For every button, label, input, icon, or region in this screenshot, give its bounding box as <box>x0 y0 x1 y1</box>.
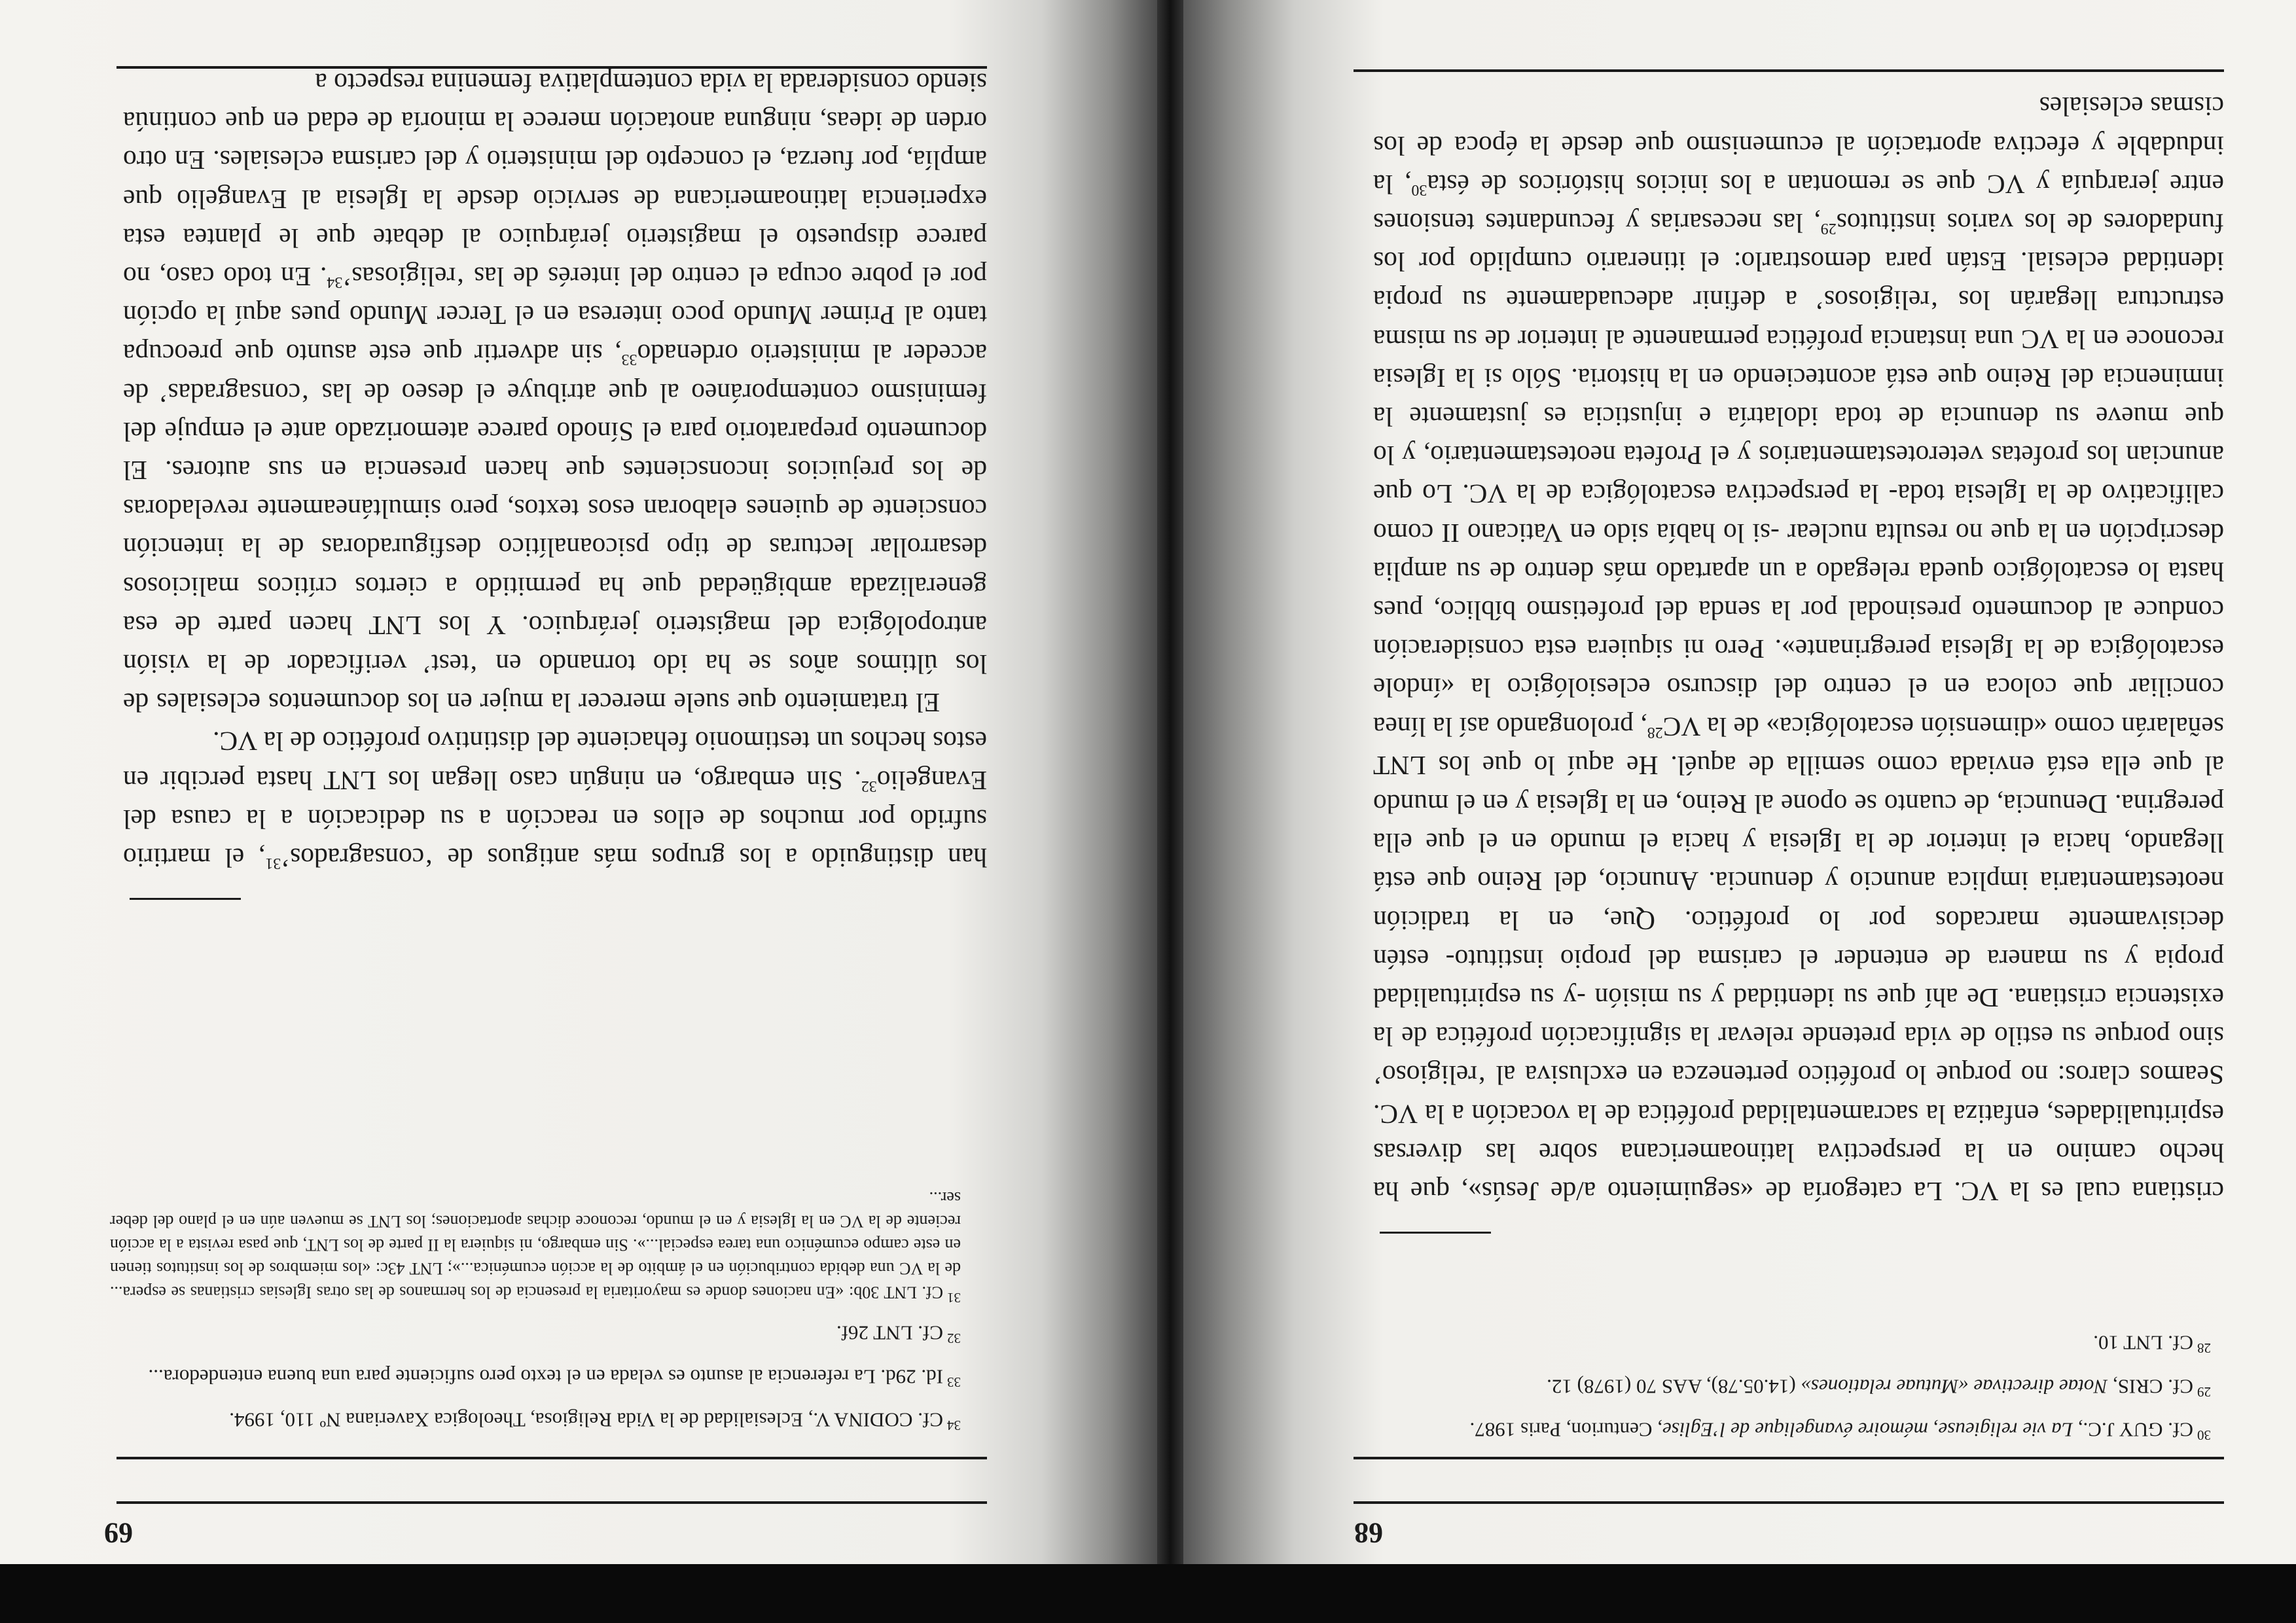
page-69 <box>0 0 1157 1564</box>
footnote-number: 34 <box>947 1418 961 1433</box>
footnote-text: Cf. LNT 26f. <box>836 1322 943 1346</box>
footnote-number: 33 <box>947 1374 961 1390</box>
footnote-28 <box>1380 1329 2211 1363</box>
footnotes <box>1380 1319 2211 1450</box>
header-rule <box>1354 1501 2224 1504</box>
footnote-text: Cf. LNT 30b: «En naciones donde es mayoritaria la presencia de los hermanos de las otras Iglesias cristianas se espera... de la VC una debida contribución en el ámbito de la acción ecuménica...»; LNT 43c: «los miembros de los institutos tienen en este campo ecuménico una tarea especial...». Sin embargo, ni siquiera la II parte de los LNT, que pasa revista a la acción reciente de la VC en la Iglesia y en el mundo, reconoce dichas aportaciones; los LNT se mueven aún en el plano del deber ser... <box>110 1188 961 1302</box>
footnote-number: 28 <box>2197 1340 2211 1357</box>
footnote-ref: 30 <box>1411 181 1427 198</box>
footnote-32 <box>110 1319 961 1353</box>
footnote-text: , Centurion, Paris 1987. <box>1469 1418 1662 1442</box>
footnote-title: La vie religieuse, mémoire évangelique de l’Eglise <box>1662 1418 2073 1442</box>
page-number: 68 <box>1354 1517 1383 1549</box>
page-68 <box>1183 0 2296 1564</box>
footnote-separator <box>1380 1232 1491 1234</box>
scanner-edge <box>0 1564 2296 1623</box>
footnote-number: 32 <box>947 1330 961 1347</box>
footnote-number: 31 <box>947 1290 961 1306</box>
footer-rule <box>1354 69 2224 72</box>
footnote-ref: 32 <box>861 777 877 794</box>
footnote-ref: 34 <box>327 273 343 291</box>
paragraph: cristiana cual es la VC. La categoría de «seguimiento a/de Jesús», que ha hecho camino en la perspectiva latinoamericana sobre las diversas espiritualidades, enfatiza la sacramentalidad profética de la vocación a la VC. Seamos claros: no porque lo profético pertenezca en exclusiva al ‘religioso’ sino porque su estilo de vida pretende relevar la significación profética de la existencia cristiana. De ahí que su identidad y su misión -y su espiritualidad propia y su manera de entender el carisma del propio instituto- estén decisivamente marcados por lo profético. Que, en la tradición neotestamentaria implica anuncio y denuncia. Anuncio, del Reino que está llegando, hacia el interior de la Iglesia y hacia el mundo en el que ella peregrina. Denuncia, de cuanto se opone al Reino, en la Iglesia y en el mundo al que ella está enviada como semilla de aquél. He aquí lo que los LNT señalarán como «dimensión escatológica» de la VC$^{28}$, prolongando así la línea conciliar que coloca en el centro del discurso eclesiológico la «índole escatológica de la Iglesia peregrinante». Pero ni siquiera esta consideración conduce al documento presinodal por la senda del profetismo bíblico, pues hasta lo escatológico queda relegado a un apartado más dentro de su amplia descripción en la que no resulta nuclear -si lo había sido en Vaticano II como calificativo de la Iglesia toda- la perspectiva escatológica de la VC. Lo que anuncian los profetas veterotestamentarios y el Profeta neotestamentario, y lo que mueve su denuncia de toda idolatría e injusticia es justamente la inminencia del Reino que está aconteciendo en la historia. Sólo si la Iglesia reconoce en la VC una instancia profética permanente al interior de su misma estructura llegarán los ‘religiosos’ a definir adecuadamente su propia identidad eclesial. Están para demostrarlo: el itinerario cumplido por los fundadores de los varios institutos$^{29}$, las necesarias y fecundantes tensiones entre jerarquía y VC que se remontan a los inicios históricos de ésta$^{30}$, la indudable y efectiva aportación al ecumenismo que desde la época de los cismas eclesiales <box>1373 92 2224 1207</box>
footnote-ref: 28 <box>1647 723 1663 741</box>
footnote-text: (14.05.78), AAS 70 (1978) 12. <box>1547 1375 1801 1399</box>
footnote-text: Cf. CRIS, <box>2108 1375 2193 1399</box>
footnote-title: Notae directivae «Mutuae relationes» <box>1801 1375 2108 1399</box>
footnote-text: Cf. CODINA V., Eclesialidad de la Vida Religiosa, Theologica Xaveriana Nº 110, 1994. <box>229 1408 943 1432</box>
footnote-number: 30 <box>2197 1427 2211 1443</box>
paragraph: El tratamiento que suele merecer la mujer en los documentos eclesiales de los últimos años se ha ido tornando en ‘test’ verificador de la visión antropológica del magisterio jerárquico. Y los LNT hacen parte de esa generalizada ambigüedad que ha permitido a ciertos críticos maliciosos desarrollar lecturas de tipo psicoanalítico desfiguradoras de la intención consciente de quienes elaboran esos textos, pero simultáneamente reveladoras de los prejuicios inconscientes que hacen presencia en sus autores. El documento preparatorio para el Sínodo parece atemorizado ante el empuje del feminismo contemporáneo al que atribuye el deseo de las ‘consagradas’ de acceder al ministerio ordenado$^{33}$, sin advertir que este asunto que preocupa tanto al Primer Mundo poco interesa en el Tercer Mundo pues aquí la opción por el pobre ocupa el centro del interés de las ‘religiosas’$^{34}$. En todo caso, no parece dispuesto el magisterio jerárquico al debate que le plantea esta experiencia latinoamericana de servicio desde la Iglesia al Evangelio que amplía, por fuerza, el concepto del ministerio y del carisma eclesiales. En otro orden de ideas, ninguna anotación merece la minoría de edad en que continúa siendo considerada la vida contemplativa femenina respecto a <box>123 67 987 719</box>
header-rule-2 <box>117 1457 987 1459</box>
footnote-ref: 31 <box>265 854 281 872</box>
paragraph: han distinguido a los grupos más antiguos de ‘consagrados’$^{31}$, el martirio sufrido por muchos de ellos en reacción a su dedicación a la causa del Evangelio$^{32}$. Sin embargo, en ningún caso llegan los LNT hasta percibir en estos hechos un testimonio fehaciente del distintivo profético de la VC. <box>123 726 987 873</box>
footnote-text: Id. 29d. La referencia al asunto es velada en el texto pero suficiente para una buena entendedora... <box>148 1365 943 1389</box>
footnote-30 <box>1380 1416 2211 1450</box>
footnote-separator <box>130 898 241 900</box>
page-number: 69 <box>104 1517 133 1549</box>
footnote-number: 29 <box>2197 1383 2211 1400</box>
header-rule-2 <box>1354 1457 2224 1459</box>
footnote-ref: 33 <box>621 351 637 368</box>
footnote-33 <box>110 1362 961 1396</box>
footnote-ref: 29 <box>1820 219 1837 237</box>
footer-rule <box>117 66 987 69</box>
footnote-text: Cf. LNT 10. <box>2093 1332 2193 1355</box>
header-rule <box>117 1501 987 1504</box>
footnote-text: Cf. GUY J.C., <box>2072 1418 2193 1442</box>
body-text <box>1373 87 2224 1211</box>
footnote-29 <box>1380 1372 2211 1406</box>
book-gutter <box>1157 0 1183 1564</box>
footnote-31 <box>110 1186 961 1310</box>
body-text <box>123 63 987 877</box>
footnote-34 <box>110 1406 961 1440</box>
footnotes <box>110 1177 961 1440</box>
